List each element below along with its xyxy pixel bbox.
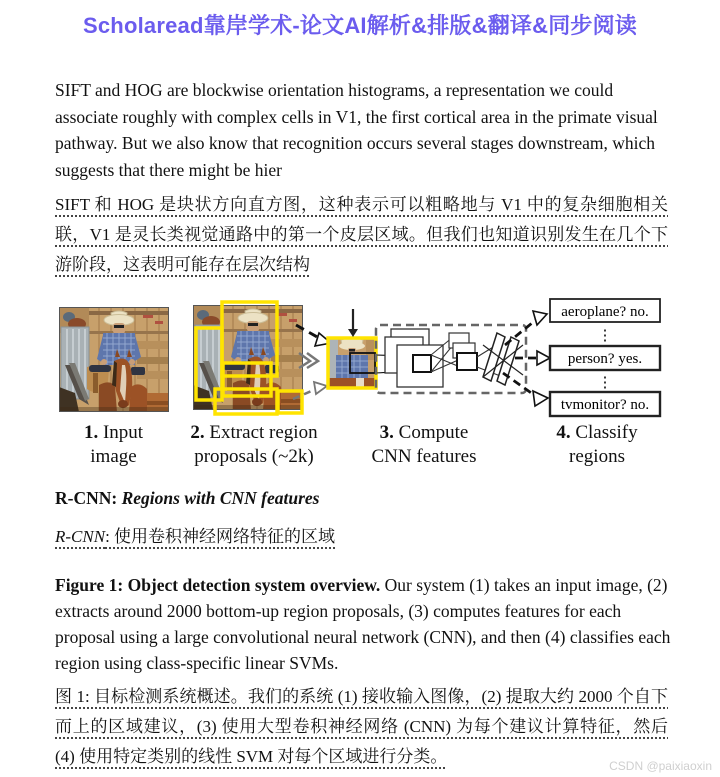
- figure-step-labels: [53, 421, 668, 473]
- rcnn-label-english: R-CNN: Regions with CNN features: [55, 488, 320, 508]
- step-label-4: 4. Classify regions: [556, 422, 638, 467]
- rcnn-figure-svg: [53, 295, 668, 420]
- cnn-diagram: [376, 325, 526, 393]
- region-proposals-photo: [193, 302, 303, 414]
- warped-region: [328, 338, 376, 388]
- english-paragraph: SIFT and HOG are blockwise orientation histograms, a representation we could associate roughly with complex cells in V1, the first cortical area in the primate visual pathway. But we also know that recognition occurs several stages downstream, which suggests that there might be hier: [55, 80, 658, 180]
- input-image-photo: [59, 307, 169, 412]
- page-title: Scholaread靠岸学术-论文AI解析&排版&翻译&同步阅读: [83, 13, 637, 38]
- figure-caption-english: Figure 1: Object detection system overview. Our system (1) takes an input image, (2) extracts around 2000 bottom-up region proposals, (3) computes features for each proposal using a large convolutional neural network (CNN), and then (4) classifies each region using class-specific linear SVMs.: [55, 575, 671, 673]
- csdn-watermark: CSDN @paixiaoxin: [609, 759, 712, 773]
- step-label-1: 1. Input image: [83, 422, 144, 467]
- ellipsis-dots: ⋮: [597, 375, 613, 391]
- classifier-boxes: [550, 299, 660, 416]
- figure-caption-chinese: 图 1: 目标检测系统概述。我们的系统 (1) 接收输入图像，(2) 提取大约 2000 个自下而上的区域建议，(3) 使用大型卷积神经网络 (CNN) 为每个建议计算特征，然后 (4) 使用特定类别的线性 SVM 对每个区域进行分类。: [55, 687, 668, 766]
- classifier-label-aeroplane: aeroplane? no.: [561, 304, 649, 320]
- chinese-translation-paragraph: SIFT 和 HOG 是块状方向直方图，这种表示可以粗略地与 V1 中的复杂细胞相关联，V1 是灵长类视觉通路中的第一个皮层区域。但我们也知道识别发生在几个下游阶段，这表明可能存在层次结构: [55, 195, 668, 274]
- classifier-label-person: person? yes.: [567, 351, 643, 367]
- rcnn-label-chinese: R-CNN: 使用卷积神经网络特征的区域: [55, 527, 336, 546]
- warp-down-arrow: [348, 309, 358, 337]
- step-label-3: 3. Compute CNN features: [371, 422, 477, 467]
- classifier-label-tvmonitor: tvmonitor? no.: [560, 397, 650, 413]
- rcnn-figure: [53, 295, 668, 420]
- ellipsis-dots: ⋮: [597, 328, 613, 344]
- step-label-2: 2. Extract region proposals (~2k): [190, 422, 318, 467]
